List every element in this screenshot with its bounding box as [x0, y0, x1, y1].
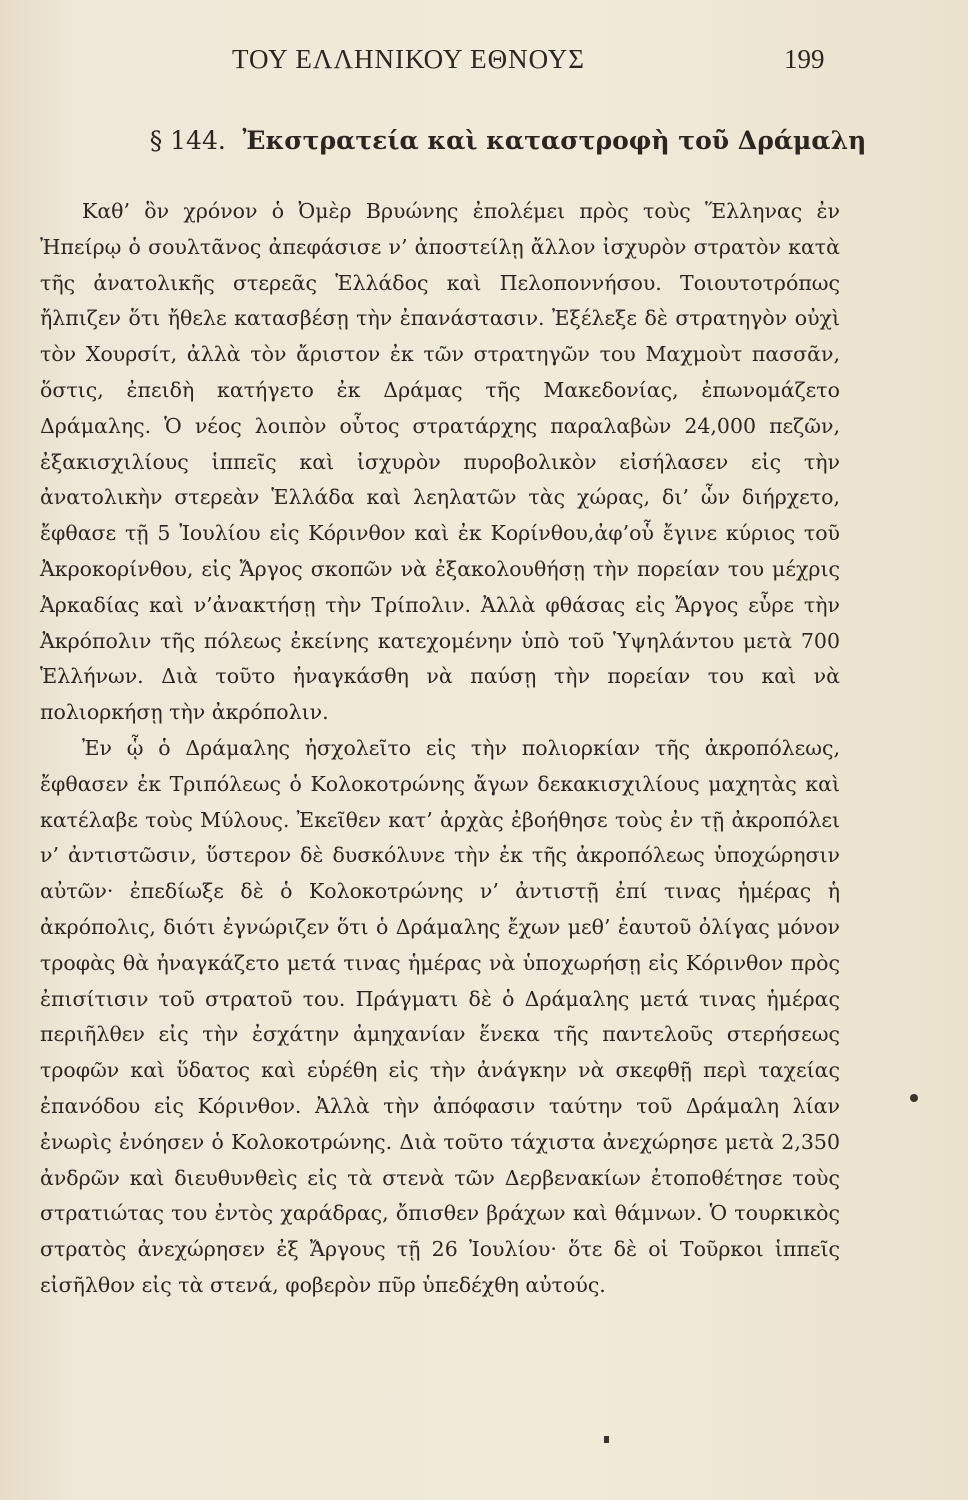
- page-number: 199: [784, 44, 825, 74]
- running-title: ΤΟΥ ΕΛΛΗΝΙΚΟΥ ΕΘΝΟΥΣ: [232, 44, 585, 74]
- running-header: [0, 44, 968, 84]
- section-number: § 144.: [149, 126, 226, 155]
- section-heading: [148, 124, 868, 158]
- ink-speck: [604, 1436, 609, 1443]
- paragraph-1: Καθ’ ὃν χρόνον ὁ Ὀμὲρ Βρυώνης ἐπολέμει πρὸς τοὺς Ἕλληνας ἐν Ἠπείρῳ ὁ σουλτᾶνος ἀπεφάσισε ν’ ἀποστείλῃ ἄλλον ἰσχυρὸν στρατὸν κατὰ τῆς ἀνατολικῆς στερεᾶς Ἑλλάδος καὶ Πελοποννήσου. Τοιουτοτρόπως ἤλπιζεν ὅτι ἤθελε κατασβέσῃ τὴν ἐπανάστασιν. Ἐξέλεξε δὲ στρατηγὸν οὐχὶ τὸν Χουρσίτ, ἀλλὰ τὸν ἄριστον ἐκ τῶν στρατηγῶν του Μαχμοὺτ πασσᾶν, ὅστις, ἐπειδὴ κατήγετο ἐκ Δράμας τῆς Μακεδονίας, ἐπωνομάζετο Δράμαλης. Ὁ νέος λοιπὸν οὗτος στρατάρχης παραλαβὼν 24,000 πεζῶν, ἐξακισχιλίους ἱππεῖς καὶ ἰσχυρὸν πυροβολικὸν εἰσήλασεν εἰς τὴν ἀνατολικὴν στερεὰν Ἑλλάδα καὶ λεηλατῶν τὰς χώρας, δι’ ὧν διήρχετο, ἔφθασε τῇ 5 Ἰουλίου εἰς Κόρινθον καὶ ἐκ Κορίνθου,ἀφ’οὗ ἔγινε κύριος τοῦ Ἀκροκορίνθου, εἰς Ἄργος σκοπῶν νὰ ἐξακολουθήσῃ τὴν πορείαν του μέχρις Ἀρκαδίας καὶ ν’ἀνακτήσῃ τὴν Τρίπολιν. Ἀλλὰ φθάσας εἰς Ἄργος εὗρε τὴν Ἀκρόπολιν τῆς πόλεως ἐκείνης κατεχομένην ὑπὸ τοῦ Ὑψηλάντου μετὰ 700 Ἑλλήνων. Διὰ τοῦτο ἠναγκάσθη νὰ παύσῃ τὴν πορείαν του καὶ νὰ πολιορκήσῃ τὴν ἀκρόπολιν.: [40, 199, 840, 725]
- paragraph-2: Ἐν ᾧ ὁ Δράμαλης ἠσχολεῖτο εἰς τὴν πολιορκίαν τῆς ἀκροπόλεως, ἔφθασεν ἐκ Τριπόλεως ὁ Κολοκοτρώνης ἄγων δεκακισχιλίους μαχητὰς καὶ κατέλαβε τοὺς Μύλους. Ἐκεῖθεν κατ’ ἀρχὰς ἐβοήθησε τοὺς ἐν τῇ ἀκροπόλει ν’ ἀντιστῶσιν, ὕστερον δὲ δυσκόλυνε τὴν ἐκ τῆς ἀκροπόλεως ὑποχώρησιν αὐτῶν· ἐπεδίωξε δὲ ὁ Κολοκοτρώνης ν’ ἀντιστῇ ἐπί τινας ἡμέρας ἡ ἀκρόπολις, διότι ἐγνώριζεν ὅτι ὁ Δράμαλης ἔχων μεθ’ ἑαυτοῦ ὀλίγας μόνον τροφὰς θὰ ἠναγκάζετο μετά τινας ἡμέρας νὰ ὑποχωρήσῃ εἰς Κόρινθον πρὸς ἐπισίτισιν τοῦ στρατοῦ του. Πράγματι δὲ ὁ Δράμαλης μετά τινας ἡμέρας περιῆλθεν εἰς τὴν ἐσχάτην ἀμηχανίαν ἕνεκα τῆς παντελοῦς στερήσεως τροφῶν καὶ ὕδατος καὶ εὑρέθη εἰς τὴν ἀνάγκην νὰ σκεφθῇ περὶ ταχείας ἐπανόδου εἰς Κόρινθον. Ἀλλὰ τὴν ἀπόφασιν ταύτην τοῦ Δράμαλη λίαν ἐνωρὶς ἐνόησεν ὁ Κολοκοτρώνης. Διὰ τοῦτο τάχιστα ἀνεχώρησε μετὰ 2,350 ἀνδρῶν καὶ διευθυνθεὶς εἰς τὰ στενὰ τῶν Δερβενακίων ἐτοποθέτησε τοὺς στρατιώτας του ἐντὸς χαράδρας, ὄπισθεν βράχων καὶ θάμνων. Ὁ τουρκικὸς στρατὸς ἀνεχώρησεν ἐξ Ἄργους τῇ 26 Ἰουλίου· ὅτε δὲ οἱ Τοῦρκοι ἱππεῖς εἰσῆλθον εἰς τὰ στενά, φοβερὸν πῦρ ὑπεδέχθη αὐτούς.: [40, 735, 840, 1297]
- body-text: [40, 194, 840, 1304]
- ink-speck: [910, 1094, 918, 1102]
- section-title: Ἐκστρατεία καὶ καταστροφὴ τοῦ Δράμαλη: [242, 126, 867, 155]
